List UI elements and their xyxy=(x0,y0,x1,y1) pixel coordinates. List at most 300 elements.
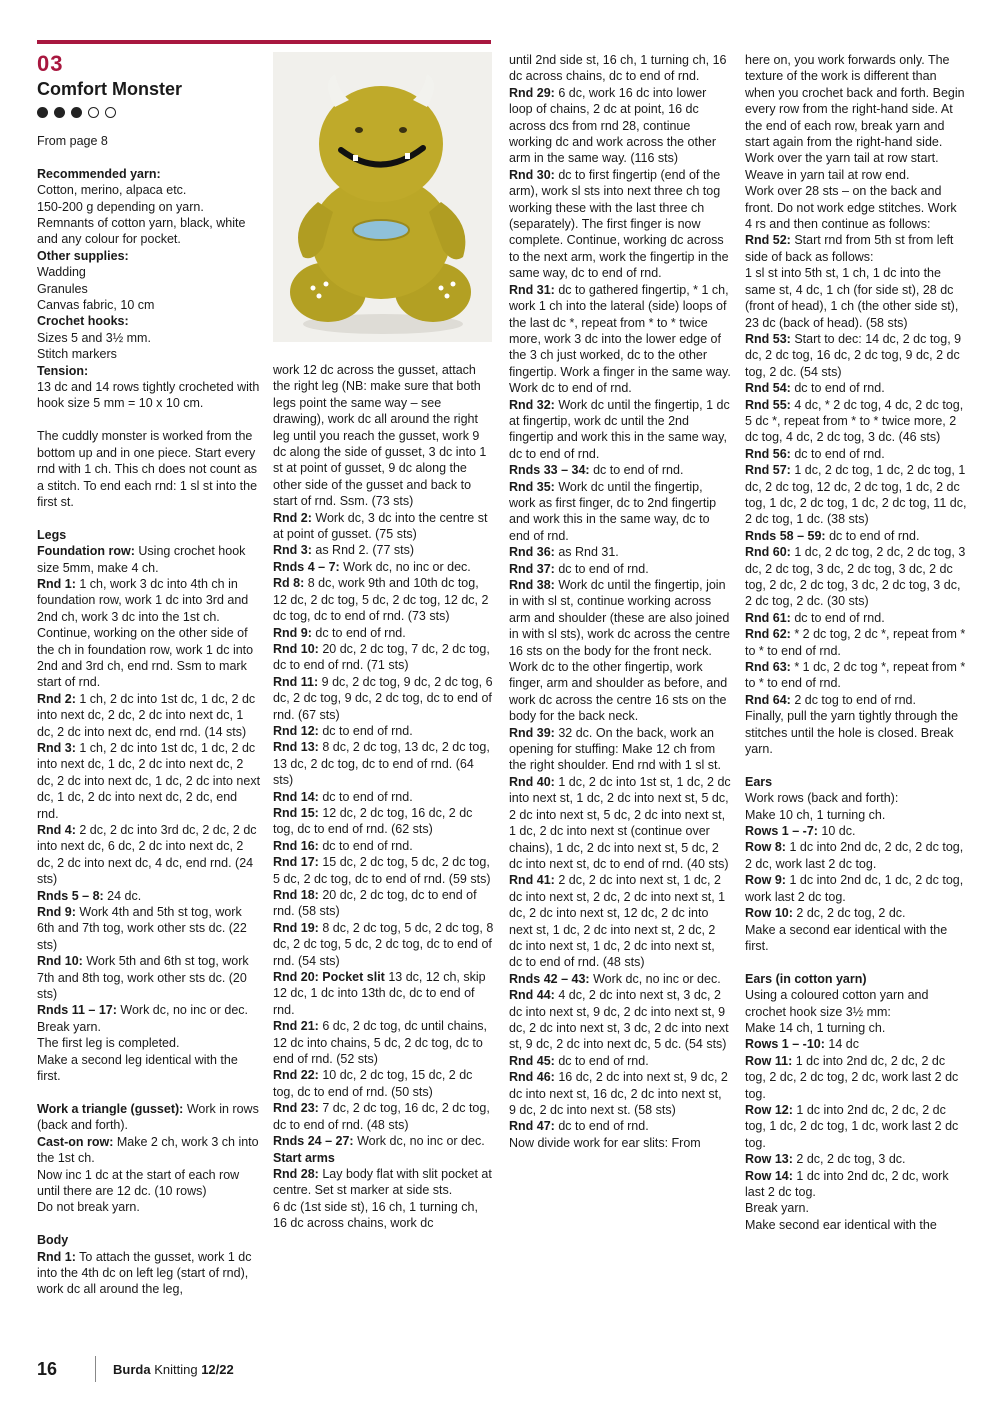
instruction-text: Start rnd from 5th st from left side of back as follows: xyxy=(745,233,954,264)
text-line xyxy=(745,52,967,183)
column-4 xyxy=(745,52,967,1233)
text-line xyxy=(37,297,261,313)
instruction-label: Rd 8: xyxy=(273,576,305,591)
instruction-label: Rnd 62: xyxy=(745,627,791,642)
instruction-label: Rnd 37: xyxy=(509,561,555,576)
instruction-line xyxy=(273,887,495,920)
instruction-text: Wadding xyxy=(37,265,86,280)
text-line xyxy=(37,215,261,248)
instruction-label: Rnd 57: xyxy=(745,463,791,478)
instruction-label: Rnd 13: xyxy=(273,740,319,755)
instruction-text: Work 5th and 6th st tog, work 7th and 8th tog, work other sts dc. (20 sts) xyxy=(37,954,249,1002)
instruction-line xyxy=(509,971,731,987)
instruction-text: 2 dc, 2 dc tog, 2 dc. xyxy=(796,906,906,921)
instruction-text: 6 dc (1st side st), 16 ch, 1 turning ch, 16 dc across chains, work dc xyxy=(273,1199,478,1231)
instruction-line xyxy=(273,1100,495,1133)
rating-dot-filled xyxy=(54,107,65,118)
instruction-line xyxy=(745,528,967,544)
instruction-label: Rnd 19: xyxy=(273,920,319,935)
instruction-text: dc to first fingertip (end of the arm), work sl sts into next three ch tog working these with the last three ch (separately). The first finger is now complete. Continue, working dc across to the next arm, work the fingertip in the same way, dc to end of rnd. xyxy=(509,167,729,281)
instruction-label: Rnd 2: xyxy=(37,691,76,706)
instruction-line xyxy=(509,85,731,167)
instruction-label: Rnds 58 – 59: xyxy=(745,528,826,543)
instruction-label: Rnd 23: xyxy=(273,1101,319,1116)
column-3 xyxy=(509,52,731,1151)
instruction-text: 4 dc, * 2 dc tog, 4 dc, 2 dc tog, 5 dc *, repeat from * to * twice more, 2 dc tog, 4 dc, 2 dc tog, 3 dc. (46 sts) xyxy=(745,397,964,445)
instruction-line xyxy=(745,1102,967,1151)
instruction-text: * 2 dc tog, 2 dc *, repeat from * to * to end of rnd. xyxy=(745,627,966,658)
instruction-line xyxy=(37,1134,261,1167)
instruction-text: 1 ch, 2 dc into 1st dc, 1 dc, 2 dc into next dc, 1 dc, 2 dc into next dc, 2 dc, 2 dc into next dc, 1 dc, 2 dc into next dc, 1 dc, 2 dc into next dc, 2 dc, end rnd. xyxy=(37,740,261,821)
instruction-label: Rnds 11 – 17: xyxy=(37,1003,117,1018)
instruction-text: 14 dc xyxy=(828,1037,859,1052)
instruction-label: Rnds 33 – 34: xyxy=(509,463,590,478)
instruction-line xyxy=(273,1133,495,1149)
instruction-line xyxy=(37,1249,261,1298)
instruction-text: work 12 dc across the gusset, attach the right leg (NB: make sure that both legs point the same way – see drawing), work dc all around the right leg until you reach the gusset, work 9 dc along the side of gusset, 3 dc into 1 st at point of gusset, 9 dc along the other side of the gusset and back to start of rnd. Ssm. (73 sts) xyxy=(273,363,487,509)
text-line xyxy=(745,1020,967,1036)
instruction-line xyxy=(509,577,731,725)
text-line xyxy=(37,1035,261,1051)
instruction-text: 20 dc, 2 dc tog, dc to end of rnd. (58 sts) xyxy=(273,888,477,919)
instruction-text: 1 dc into 2nd dc, 2 dc, 2 dc tog, 1 dc, 2 dc tog, 1 dc, work last 2 dc tog. xyxy=(745,1102,959,1150)
instruction-line xyxy=(509,462,731,478)
text-line xyxy=(745,708,967,757)
instruction-label: Rnd 64: xyxy=(745,692,791,707)
text-line xyxy=(273,362,495,510)
instruction-line xyxy=(273,575,495,624)
instruction-label: Rnd 16: xyxy=(273,838,319,853)
instruction-line xyxy=(273,1018,495,1067)
section-heading: Body xyxy=(37,1233,69,1248)
instruction-label: Cast-on row: xyxy=(37,1134,114,1149)
column-1 xyxy=(37,133,261,1298)
instruction-text: Remnants of cotton yarn, black, white and any colour for pocket. xyxy=(37,216,246,247)
instruction-line xyxy=(273,625,495,641)
rating-dot-filled xyxy=(37,107,48,118)
instruction-text: dc to end of rnd. xyxy=(794,446,885,461)
rating-dot-empty xyxy=(105,107,116,118)
instruction-text: here on, you work forwards only. The texture of the work is different than when you crochet back and forth. Begin every row from the right-hand side. At the end of each row, break yarn and start again from the right-hand side. Work over the yarn tail at row start. Weave in yarn tail at row end. xyxy=(745,53,965,182)
instruction-text: Work over 28 sts – on the back and front. Do not work edge stitches. Work 4 rs and then continue as follows: xyxy=(745,184,957,232)
instruction-line xyxy=(273,854,495,887)
instruction-text: 8 dc, work 9th and 10th dc tog, 12 dc, 2 dc tog, 5 dc, 2 dc tog, 12 dc, 2 dc tog, dc to end of rnd. (73 sts) xyxy=(273,576,489,624)
text-line xyxy=(745,265,967,331)
text-line xyxy=(37,1167,261,1200)
instruction-text: 2 dc, 2 dc tog, 3 dc. xyxy=(796,1152,906,1167)
instruction-text: until 2nd side st, 16 ch, 1 turning ch, 16 dc across chains, dc to end of rnd. xyxy=(509,53,727,84)
instruction-label: Rnd 32: xyxy=(509,397,555,412)
instruction-line xyxy=(745,626,967,659)
instruction-line xyxy=(273,674,495,723)
instruction-text: 1 sl st into 5th st, 1 ch, 1 dc into the same st, 4 dc, 1 ch (for side st), 28 dc (front of head), 1 ch (the other side st), 23 dc (back of head). (58 sts) xyxy=(745,266,959,330)
instruction-text: Now inc 1 dc at the start of each row until there are 12 dc. (10 rows) xyxy=(37,1167,240,1198)
instruction-text: Work dc, no inc or dec. xyxy=(343,559,471,574)
instruction-label: Rnd 60: xyxy=(745,545,791,560)
section-heading: Ears (in cotton yarn) xyxy=(745,971,867,986)
instruction-text: dc to end of rnd. xyxy=(322,789,413,804)
instruction-label: Rnd 10: xyxy=(37,954,83,969)
instruction-text: 150-200 g depending on yarn. xyxy=(37,199,204,214)
instruction-text: dc to gathered fingertip, * 1 ch, work 1 ch into the lateral (side) loops of the last dc *, repeat from * to * twice more, work 3 dc into the lower edge of the 3 ch just worked, dc to the other fingertip. Work a finger in the same way. Work dc to end of rnd. xyxy=(509,282,731,396)
instruction-line xyxy=(37,888,261,904)
instruction-text: Do not break yarn. xyxy=(37,1200,140,1215)
instruction-text: as Rnd 2. (77 sts) xyxy=(315,543,415,558)
instruction-line xyxy=(273,559,495,575)
text-line xyxy=(745,807,967,823)
text-line xyxy=(37,281,261,297)
paragraph-gap xyxy=(37,1216,261,1232)
section-heading: Other supplies: xyxy=(37,248,129,263)
instruction-line xyxy=(745,544,967,610)
instruction-line xyxy=(273,805,495,838)
section-heading: Legs xyxy=(37,527,67,542)
instruction-text: Work 4th and 5th st tog, work 6th and 7th tog, work other sts dc. (22 sts) xyxy=(37,905,247,952)
instruction-label: Rnd 40: xyxy=(509,774,555,789)
instruction-text: Cotton, merino, alpaca etc. xyxy=(37,183,187,198)
instruction-line xyxy=(745,659,967,692)
instruction-label: Rnd 56: xyxy=(745,446,791,461)
instruction-label: Rnd 12: xyxy=(273,723,319,738)
instruction-label: Rnd 3: xyxy=(273,543,312,558)
instruction-label: Rnd 1: xyxy=(37,1249,76,1264)
instruction-line xyxy=(273,542,495,558)
instruction-line xyxy=(273,723,495,739)
section-heading: Tension: xyxy=(37,363,89,378)
instruction-line xyxy=(745,839,967,872)
instruction-label: Rnd 11: xyxy=(273,674,319,689)
header-rule xyxy=(37,40,491,44)
instruction-line xyxy=(745,397,967,446)
instruction-label: Rnd 21: xyxy=(273,1019,319,1034)
monster-photo xyxy=(273,52,492,342)
section-heading: Recommended yarn: xyxy=(37,166,161,181)
instruction-text: 10 dc. xyxy=(821,824,856,839)
text-line xyxy=(273,1199,495,1232)
text-line xyxy=(37,199,261,215)
instruction-text: dc to end of rnd. xyxy=(794,610,885,625)
instruction-label: Rnd 22: xyxy=(273,1068,319,1083)
instruction-text: dc to end of rnd. xyxy=(558,561,649,576)
instruction-line xyxy=(509,1053,731,1069)
issue-number: 12/22 xyxy=(201,1362,234,1377)
instruction-line xyxy=(273,641,495,674)
instruction-line xyxy=(509,774,731,872)
instruction-line xyxy=(745,446,967,462)
instruction-label: Rnd 17: xyxy=(273,855,319,870)
instruction-line xyxy=(273,838,495,854)
instruction-text: Start to dec: 14 dc, 2 dc tog, 9 dc, 2 dc tog, 16 dc, 2 dc tog, 9 dc, 2 dc tog, 2 dc. (54 sts) xyxy=(745,331,962,379)
instruction-label: Row 11: xyxy=(745,1053,793,1068)
instruction-text: dc to end of rnd. xyxy=(829,528,920,543)
instruction-text: Lay body flat with slit pocket at centre. Set st marker at side sts. xyxy=(273,1166,492,1198)
instruction-label: Row 12: xyxy=(745,1102,793,1117)
instruction-text: Break yarn. xyxy=(745,1201,809,1216)
instruction-text: Granules xyxy=(37,281,88,296)
instruction-line xyxy=(273,1067,495,1100)
instruction-label: Rnds 4 – 7: xyxy=(273,559,340,574)
instruction-label: Rnd 47: xyxy=(509,1119,555,1134)
instruction-text: 16 dc, 2 dc into next st, 9 dc, 2 dc into next st, 16 dc, 2 dc into next st, 9 dc, 2 dc into next st. (58 sts) xyxy=(509,1070,728,1117)
monster-illustration xyxy=(273,52,492,342)
instruction-line xyxy=(745,692,967,708)
instruction-text: Work dc, no inc or dec. xyxy=(357,1134,485,1149)
from-page-note: From page 8 xyxy=(37,134,108,148)
instruction-line xyxy=(745,462,967,528)
instruction-label: Row 9: xyxy=(745,873,786,888)
instruction-line xyxy=(273,1166,495,1199)
instruction-line xyxy=(37,953,261,1002)
instruction-text: The cuddly monster is worked from the bottom up and in one piece. Start every rnd with 1 ch. This ch does not count as a stitch. To end each rnd: 1 sl st into the first st. xyxy=(37,429,258,509)
instruction-text: 2 dc tog to end of rnd. xyxy=(794,692,916,707)
instruction-label: Rnd 45: xyxy=(509,1053,555,1068)
instruction-line xyxy=(273,789,495,805)
instruction-text: 8 dc, 2 dc tog, 5 dc, 2 dc tog, 8 dc, 2 dc tog, 5 dc, 2 dc tog, dc to end of rnd. (54 sts) xyxy=(273,920,494,968)
instruction-text: 2 dc, 2 dc into next st, 1 dc, 2 dc into next st, 2 dc, 2 dc into next st, 1 dc, 2 dc into next st, 12 dc, 2 dc into next st, 1 dc, 2 dc into next st, 2 dc, 2 dc into next st, 1 dc, 2 dc into next st, dc to end of rnd. (48 sts) xyxy=(509,873,726,970)
text-line xyxy=(745,1217,967,1233)
text-line xyxy=(745,790,967,806)
instruction-label: Rnd 20: Pocket slit xyxy=(273,970,385,985)
instruction-label: Rnd 9: xyxy=(37,905,76,920)
instruction-label: Rnd 46: xyxy=(509,1070,555,1085)
instruction-line xyxy=(37,822,261,888)
text-line xyxy=(745,987,967,1020)
instruction-text: dc to end of rnd. xyxy=(558,1053,649,1068)
instruction-line xyxy=(745,905,967,921)
instruction-text: as Rnd 31. xyxy=(558,545,619,560)
instruction-line xyxy=(509,544,731,560)
paragraph-gap xyxy=(745,757,967,773)
instruction-line xyxy=(273,969,495,1018)
text-line xyxy=(745,1200,967,1216)
instruction-text: 1 dc into 2nd dc, 2 dc, 2 dc tog, 2 dc, 2 dc tog, 2 dc, work last 2 dc tog. xyxy=(745,1053,959,1101)
instruction-line xyxy=(745,331,967,380)
instruction-label: Rnd 10: xyxy=(273,641,319,656)
instruction-text: Using a coloured cotton yarn and crochet hook size 3½ mm: xyxy=(745,988,929,1019)
footer-divider xyxy=(95,1356,96,1382)
text-line xyxy=(37,346,261,362)
instruction-line xyxy=(509,282,731,397)
instruction-label: Rnd 38: xyxy=(509,578,555,592)
difficulty-rating xyxy=(37,107,116,118)
instruction-text: 1 dc into 2nd dc, 1 dc, 2 dc tog, work last 2 dc tog. xyxy=(745,873,964,904)
text-line xyxy=(37,1052,261,1085)
column-2 xyxy=(273,362,495,1232)
text-line xyxy=(37,1199,261,1215)
text-line xyxy=(37,264,261,280)
instruction-text: 32 dc. On the back, work an opening for stuffing: Make 12 ch from the right shoulder. End rnd with 1 sl st. xyxy=(509,725,721,773)
instruction-label: Foundation row: xyxy=(37,544,135,559)
instruction-text: Now divide work for ear slits: From xyxy=(509,1135,701,1150)
instruction-text: Work dc until the fingertip, 1 dc at fingertip, work dc until the 2nd fingertip and work this in the same way, dc to end of rnd. xyxy=(509,397,730,461)
paragraph-gap xyxy=(37,412,261,428)
instruction-label: Rnd 29: xyxy=(509,85,555,100)
instruction-line xyxy=(745,1053,967,1102)
instruction-text: 20 dc, 2 dc tog, 7 dc, 2 dc tog, dc to end of rnd. (71 sts) xyxy=(273,641,490,673)
text-line xyxy=(509,1135,731,1151)
instruction-text: 8 dc, 2 dc tog, 13 dc, 2 dc tog, 13 dc, 2 dc tog, dc to end of rnd. (64 sts) xyxy=(273,740,490,788)
magazine-name: Knitting xyxy=(154,1362,198,1377)
instruction-text: 2 dc, 2 dc into 3rd dc, 2 dc, 2 dc into next dc, 6 dc, 2 dc into next dc, 2 dc, 2 dc into next dc, 4 dc, end rnd. (24 sts) xyxy=(37,823,257,887)
instruction-line xyxy=(745,232,967,265)
instruction-label: Rnd 4: xyxy=(37,823,76,838)
instruction-label: Rnd 55: xyxy=(745,397,791,412)
rating-dot-filled xyxy=(71,107,82,118)
section-heading: Start arms xyxy=(273,1150,335,1165)
paragraph-gap xyxy=(37,510,261,526)
instruction-label: Row 13: xyxy=(745,1152,793,1167)
instruction-text: 10 dc, 2 dc tog, 15 dc, 2 dc tog, dc to end of rnd. (50 sts) xyxy=(273,1068,473,1099)
instruction-text: 1 ch, 2 dc into 1st dc, 1 dc, 2 dc into next dc, 2 dc, 2 dc into next dc, 1 dc, 2 dc into next dc, end rnd. (14 sts) xyxy=(37,691,256,739)
instruction-label: Rnd 61: xyxy=(745,610,791,625)
instruction-label: Rnd 1: xyxy=(37,576,76,591)
instruction-label: Rnd 35: xyxy=(509,479,555,494)
text-line xyxy=(37,330,261,346)
instruction-text: dc to end of rnd. xyxy=(558,1119,649,1134)
instruction-text: 1 dc, 2 dc tog, 1 dc, 2 dc tog, 1 dc, 2 dc tog, 12 dc, 2 dc tog, 1 dc, 2 dc tog, 1 dc, 2 dc tog, 1 dc, 2 dc tog, 11 dc, 2 dc tog, 1 dc. (38 sts) xyxy=(745,463,967,527)
instruction-label: Row 14: xyxy=(745,1168,793,1183)
instruction-text: 6 dc, 2 dc tog, dc until chains, 12 dc into chains, 5 dc, 2 dc tog, dc to end of rnd. (52 sts) xyxy=(273,1019,488,1067)
instruction-line xyxy=(37,904,261,953)
instruction-label: Rnd 28: xyxy=(273,1166,319,1181)
instruction-line xyxy=(509,1118,731,1134)
instruction-text: Make a second leg identical with the first. xyxy=(37,1052,238,1084)
instruction-line xyxy=(37,1101,261,1134)
instruction-line xyxy=(745,872,967,905)
instruction-label: Rnd 3: xyxy=(37,740,76,755)
instruction-text: Using crochet hook size 5mm, make 4 ch. xyxy=(37,544,246,575)
instruction-text: 15 dc, 2 dc tog, 5 dc, 2 dc tog, 5 dc, 2 dc tog, dc to end of rnd. (59 sts) xyxy=(273,855,491,886)
section-heading: Ears xyxy=(745,774,773,789)
instruction-label: Work a triangle (gusset): xyxy=(37,1101,184,1116)
instruction-text: To attach the gusset, work 1 dc into the 4th dc on left leg (start of rnd), work dc all around the leg, xyxy=(37,1249,252,1297)
paragraph-gap xyxy=(37,1085,261,1101)
instruction-label: Rnd 31: xyxy=(509,282,555,297)
instruction-text: Work dc until the fingertip, work as first finger, dc to 2nd fingertip and work this in the same way, dc to end of rnd. xyxy=(509,479,717,543)
instruction-line xyxy=(745,1036,967,1052)
instruction-text: * 1 dc, 2 dc tog *, repeat from * to * to end of rnd. xyxy=(745,660,966,691)
footer-brand xyxy=(113,1362,234,1377)
brand-name: Burda xyxy=(113,1362,151,1377)
instruction-text: dc to end of rnd. xyxy=(593,463,684,478)
text-line xyxy=(745,922,967,955)
instruction-text: 1 dc into 2nd dc, 2 dc, work last 2 dc tog. xyxy=(745,1168,949,1199)
instruction-text: Canvas fabric, 10 cm xyxy=(37,298,155,313)
instruction-line xyxy=(745,1168,967,1201)
instruction-text: Make second ear identical with the xyxy=(745,1217,937,1232)
instruction-text: Work dc, no inc or dec. Break yarn. xyxy=(37,1003,248,1034)
instruction-label: Rnd 15: xyxy=(273,805,319,820)
rating-dot-empty xyxy=(88,107,99,118)
instruction-line xyxy=(509,167,731,282)
instruction-text: dc to end of rnd. xyxy=(322,838,413,853)
instruction-text: The first leg is completed. xyxy=(37,1036,180,1051)
instruction-text: 6 dc, work 16 dc into lower loop of chains, 2 dc at point, 16 dc across dcs from rnd 28, continue working dc and work across the other arm in the same way. (116 sts) xyxy=(509,85,717,166)
instruction-line xyxy=(37,691,261,740)
instruction-label: Rnd 44: xyxy=(509,988,555,1003)
instruction-text: 1 dc, 2 dc into 1st st, 1 dc, 2 dc into next st, 1 dc, 2 dc into next st, 5 dc, 2 dc into next st, 5 dc, 2 dc into next st, 1 dc, 2 dc into next st (continue over chains), 1 dc, 2 dc into next st, 5 dc, 2 dc into next st, dc to end of rnd. (40 sts) xyxy=(509,774,731,871)
text-line xyxy=(37,182,261,198)
instruction-line xyxy=(37,576,261,691)
instruction-label: Rnd 14: xyxy=(273,789,319,804)
instruction-line xyxy=(37,740,261,822)
instruction-text: Make a second ear identical with the first. xyxy=(745,922,948,953)
instruction-label: Rnd 18: xyxy=(273,888,319,902)
instruction-line xyxy=(273,510,495,543)
instruction-text: Work in rows (back and forth). xyxy=(37,1101,259,1133)
instruction-line xyxy=(745,610,967,626)
instruction-label: Rnd 54: xyxy=(745,381,791,396)
instruction-text: Sizes 5 and 3½ mm. xyxy=(37,330,151,345)
instruction-line xyxy=(509,479,731,545)
instruction-label: Rnd 36: xyxy=(509,545,555,560)
instruction-text: Work dc, 3 dc into the centre st at point of gusset. (75 sts) xyxy=(273,510,488,542)
instruction-line xyxy=(509,561,731,577)
instruction-text: dc to end of rnd. xyxy=(794,381,885,396)
instruction-label: Row 10: xyxy=(745,906,793,921)
page-number: 16 xyxy=(37,1359,58,1379)
instruction-line xyxy=(509,725,731,774)
instruction-label: Row 8: xyxy=(745,840,786,855)
instruction-line xyxy=(509,1069,731,1118)
instruction-line xyxy=(509,987,731,1053)
instruction-label: Rows 1 – -7: xyxy=(745,824,818,839)
instruction-label: Rnds 5 – 8: xyxy=(37,888,104,903)
instruction-text: Make 10 ch, 1 turning ch. xyxy=(745,807,886,822)
text-line xyxy=(509,52,731,85)
instruction-label: Rnd 2: xyxy=(273,510,312,525)
instruction-line xyxy=(509,872,731,970)
instruction-text: Stitch markers xyxy=(37,347,117,362)
instruction-text: dc to end of rnd. xyxy=(315,625,406,640)
instruction-label: Rnd 9: xyxy=(273,625,312,640)
text-line xyxy=(37,428,261,510)
pattern-number: 03 xyxy=(37,51,64,76)
instruction-text: 7 dc, 2 dc tog, 16 dc, 2 dc tog, dc to end of rnd. (48 sts) xyxy=(273,1101,490,1132)
instruction-text: 1 dc, 2 dc tog, 2 dc, 2 dc tog, 3 dc, 2 dc tog, 3 dc, 2 dc tog, 3 dc, 2 dc tog, 2 dc, 2 dc tog, 3 dc, 2 dc tog, 3 dc, 2 dc tog, 2 dc. (30 sts) xyxy=(745,545,966,609)
instruction-label: Rnd 39: xyxy=(509,725,555,740)
pattern-title: Comfort Monster xyxy=(37,79,182,99)
instruction-text: dc to end of rnd. xyxy=(322,723,413,738)
instruction-text: Make 14 ch, 1 turning ch. xyxy=(745,1020,886,1035)
instruction-line xyxy=(273,920,495,969)
text-line xyxy=(745,183,967,232)
instruction-text: 1 ch, work 3 dc into 4th ch in foundation row, work 1 dc into 3rd and 2nd ch, work 3 dc into the 1st ch. Continue, working on the other side of the ch in foundation row, work 1 dc into 2nd and 3rd ch, end rnd. Ssm to mark start of rnd. xyxy=(37,576,254,690)
instruction-text: Make 2 ch, work 3 ch into the 1st ch. xyxy=(37,1134,259,1166)
instruction-line xyxy=(509,397,731,463)
instruction-label: Rows 1 – -10: xyxy=(745,1037,825,1052)
instruction-text: 4 dc, 2 dc into next st, 3 dc, 2 dc into next st, 9 dc, 2 dc into next st, 9 dc, 2 dc into next st, 3 dc, 2 dc into next st, 9 dc, 2 dc into next dc, 5 dc. (54 sts) xyxy=(509,988,729,1052)
section-heading: Crochet hooks: xyxy=(37,314,129,329)
instruction-text: Work dc, no inc or dec. xyxy=(593,971,721,986)
instruction-text: 13 dc, 12 ch, skip 12 dc, 1 dc into 13th dc, dc to end of rnd. xyxy=(273,970,486,1017)
paragraph-gap xyxy=(745,954,967,970)
instruction-text: 9 dc, 2 dc tog, 9 dc, 2 dc tog, 6 dc, 2 dc tog, 9 dc, 2 dc tog, dc to end of rnd. (67 sts) xyxy=(273,674,493,722)
instruction-label: Rnd 52: xyxy=(745,233,791,248)
instruction-line xyxy=(745,380,967,396)
text-line xyxy=(37,379,261,412)
instruction-line xyxy=(37,543,261,576)
instruction-label: Rnd 41: xyxy=(509,873,555,888)
instruction-line xyxy=(745,1151,967,1167)
instruction-text: 24 dc. xyxy=(107,888,142,903)
instruction-text: 1 dc into 2nd dc, 2 dc, 2 dc tog, 2 dc, work last 2 dc tog. xyxy=(745,840,964,871)
paragraph-gap xyxy=(37,149,261,165)
instruction-line xyxy=(745,823,967,839)
instruction-line xyxy=(273,739,495,788)
instruction-label: Rnd 30: xyxy=(509,167,555,182)
instruction-text: 12 dc, 2 dc tog, 16 dc, 2 dc tog, dc to end of rnd. (62 sts) xyxy=(273,805,473,837)
